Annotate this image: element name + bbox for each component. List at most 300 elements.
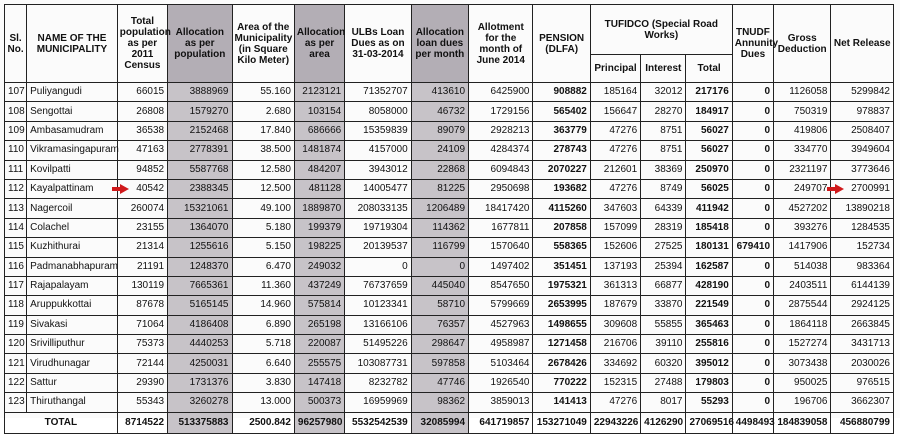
cell-allocation-area: 249032	[294, 257, 344, 276]
cell-ulb-loan: 0	[345, 257, 411, 276]
cell-name: Ambasamudram	[27, 121, 118, 140]
table-row	[5, 257, 894, 276]
cell-tufidco-total: 365463	[686, 315, 732, 334]
cell-net-release: 13890218	[831, 199, 894, 218]
cell-principal: 216706	[590, 335, 640, 354]
cell-allocation-population: 3260278	[168, 393, 232, 412]
cell-net-release: 2924125	[831, 296, 894, 315]
cell-net-release: 983364	[831, 257, 894, 276]
cell-population: 72144	[117, 354, 167, 373]
cell-gross-deduction: 196706	[774, 393, 831, 412]
cell-gross-deduction: 393276	[774, 218, 831, 237]
cell-area: 11.360	[232, 276, 294, 295]
cell-allocation-loan: 114362	[411, 218, 468, 237]
cell-tufidco-total: 56027	[686, 141, 732, 160]
header-sl-no: Sl. No.	[5, 5, 27, 83]
cell-tnudf: 0	[732, 393, 773, 412]
cell-gross-deduction: 1126058	[774, 83, 831, 102]
cell-allocation-population: 7665361	[168, 276, 232, 295]
cell-pension: 1975321	[533, 276, 590, 295]
cell-allocation-population: 2778391	[168, 141, 232, 160]
arrow-right-icon	[112, 184, 129, 194]
cell-ulb-loan: 76737659	[345, 276, 411, 295]
cell-pension: 565402	[533, 102, 590, 121]
cell-interest: 55855	[641, 315, 686, 334]
cell-tufidco-total: 255816	[686, 335, 732, 354]
cell-allocation-loan: 445040	[411, 276, 468, 295]
cell-area: 13.000	[232, 393, 294, 412]
cell-population: 66015	[117, 83, 167, 102]
cell-allotment: 5799669	[469, 296, 533, 315]
total-allocation-loan: 32085994	[411, 412, 468, 433]
cell-tufidco-total: 411942	[686, 199, 732, 218]
cell-name: Sengottai	[27, 102, 118, 121]
cell-sl-no: 123	[5, 393, 27, 412]
header-ulb-loan: ULBs Loan Dues as on 31-03-2014	[345, 5, 411, 83]
header-net-release: Net Release	[831, 5, 894, 83]
cell-population: 21314	[117, 238, 167, 257]
cell-net-release: 978837	[831, 102, 894, 121]
cell-allotment: 5103464	[469, 354, 533, 373]
cell-area: 5.718	[232, 335, 294, 354]
cell-value: 40542	[136, 183, 165, 195]
cell-name: Puliyangudi	[27, 83, 118, 102]
cell-tnudf: 0	[732, 141, 773, 160]
cell-sl-no: 118	[5, 296, 27, 315]
cell-interest: 8751	[641, 121, 686, 140]
cell-area: 49.100	[232, 199, 294, 218]
cell-name: Kayalpattinam	[27, 179, 118, 198]
cell-interest: 39110	[641, 335, 686, 354]
cell-population: 94852	[117, 160, 167, 179]
total-area: 2500.842	[232, 412, 294, 433]
arrow-right-icon	[827, 184, 844, 194]
cell-sl-no: 116	[5, 257, 27, 276]
cell-pension: 1271458	[533, 335, 590, 354]
cell-allocation-population: 1579270	[168, 102, 232, 121]
cell-principal: 334692	[590, 354, 640, 373]
cell-allocation-population: 2388345	[168, 179, 232, 198]
cell-ulb-loan: 8058000	[345, 102, 411, 121]
cell-population: 29390	[117, 373, 167, 392]
cell-allocation-area: 686666	[294, 121, 344, 140]
cell-ulb-loan: 15359839	[345, 121, 411, 140]
cell-area: 5.180	[232, 218, 294, 237]
cell-area: 55.160	[232, 83, 294, 102]
cell-principal: 137193	[590, 257, 640, 276]
cell-principal: 152606	[590, 238, 640, 257]
cell-allotment: 4958987	[469, 335, 533, 354]
cell-tnudf: 0	[732, 296, 773, 315]
cell-name: Sivakasi	[27, 315, 118, 334]
cell-interest: 8751	[641, 141, 686, 160]
cell-principal: 157099	[590, 218, 640, 237]
total-gross-deduction: 184839058	[774, 412, 831, 433]
cell-pension: 351451	[533, 257, 590, 276]
total-label: TOTAL	[5, 412, 118, 433]
header-area: Area of the Municipality (in Square Kilo Meter)	[232, 5, 294, 83]
table-row	[5, 393, 894, 412]
cell-population: 260074	[117, 199, 167, 218]
header-interest: Interest	[641, 55, 686, 83]
cell-gross-deduction: 249707	[774, 179, 831, 198]
cell-tnudf: 0	[732, 276, 773, 295]
total-allocation-area: 96257980	[294, 412, 344, 433]
cell-allocation-loan: 0	[411, 257, 468, 276]
cell-allotment: 18417420	[469, 199, 533, 218]
cell-name: Srivilliputhur	[27, 335, 118, 354]
cell-population: 21191	[117, 257, 167, 276]
cell-tnudf: 0	[732, 199, 773, 218]
table-row	[5, 315, 894, 334]
cell-tufidco-total: 180131	[686, 238, 732, 257]
cell-allocation-loan: 81225	[411, 179, 468, 198]
cell-allotment: 2950698	[469, 179, 533, 198]
cell-name: Thiruthangal	[27, 393, 118, 412]
cell-pension: 2678426	[533, 354, 590, 373]
cell-sl-no: 120	[5, 335, 27, 354]
cell-net-release: 152734	[831, 238, 894, 257]
cell-population: 130119	[117, 276, 167, 295]
cell-allotment: 6094843	[469, 160, 533, 179]
cell-sl-no: 107	[5, 83, 27, 102]
cell-allocation-area: 265198	[294, 315, 344, 334]
table-body	[5, 83, 894, 413]
cell-net-release	[831, 179, 894, 198]
cell-population: 75373	[117, 335, 167, 354]
cell-allocation-loan: 76357	[411, 315, 468, 334]
table-row	[5, 354, 894, 373]
header-allocation-area: Allocation as per area	[294, 5, 344, 83]
total-pension: 153271049	[533, 412, 590, 433]
cell-ulb-loan: 3943012	[345, 160, 411, 179]
total-tufidco-total: 27069516	[686, 412, 732, 433]
cell-interest: 38369	[641, 160, 686, 179]
cell-allocation-loan: 298647	[411, 335, 468, 354]
cell-allocation-loan: 98362	[411, 393, 468, 412]
cell-allocation-area: 2123121	[294, 83, 344, 102]
cell-sl-no: 110	[5, 141, 27, 160]
cell-area: 2.680	[232, 102, 294, 121]
table-row	[5, 160, 894, 179]
header-name: NAME OF THE MUNICIPALITY	[27, 5, 118, 83]
cell-tnudf: 0	[732, 335, 773, 354]
cell-area: 5.150	[232, 238, 294, 257]
cell-ulb-loan: 208033135	[345, 199, 411, 218]
cell-ulb-loan: 19719304	[345, 218, 411, 237]
cell-value: 2700991	[851, 183, 890, 195]
cell-allocation-population: 15321061	[168, 199, 232, 218]
cell-population: 71064	[117, 315, 167, 334]
cell-area: 12.580	[232, 160, 294, 179]
cell-principal: 47276	[590, 141, 640, 160]
cell-tufidco-total: 395012	[686, 354, 732, 373]
cell-principal: 152315	[590, 373, 640, 392]
total-row	[5, 412, 894, 433]
cell-allocation-population: 1364070	[168, 218, 232, 237]
cell-allotment: 3859013	[469, 393, 533, 412]
header-total: Total	[686, 55, 732, 83]
header-principal: Principal	[590, 55, 640, 83]
cell-net-release: 3773646	[831, 160, 894, 179]
cell-name: Rajapalayam	[27, 276, 118, 295]
cell-name: Virudhunagar	[27, 354, 118, 373]
cell-tufidco-total: 184917	[686, 102, 732, 121]
header-allocation-loan: Allocation loan dues per month	[411, 5, 468, 83]
cell-net-release: 3949604	[831, 141, 894, 160]
cell-principal: 156647	[590, 102, 640, 121]
cell-interest: 32012	[641, 83, 686, 102]
cell-gross-deduction: 1864118	[774, 315, 831, 334]
cell-name: Aruppukkottai	[27, 296, 118, 315]
cell-gross-deduction: 1527274	[774, 335, 831, 354]
cell-allocation-loan: 597858	[411, 354, 468, 373]
total-net-release: 456880799	[831, 412, 894, 433]
cell-sl-no: 114	[5, 218, 27, 237]
cell-interest: 33870	[641, 296, 686, 315]
cell-sl-no: 117	[5, 276, 27, 295]
cell-allotment: 6425900	[469, 83, 533, 102]
cell-allocation-area: 255575	[294, 354, 344, 373]
cell-pension: 558365	[533, 238, 590, 257]
table-row	[5, 141, 894, 160]
cell-allocation-area: 103154	[294, 102, 344, 121]
cell-allotment: 1570640	[469, 238, 533, 257]
cell-pension: 4115260	[533, 199, 590, 218]
cell-gross-deduction: 2321197	[774, 160, 831, 179]
cell-tufidco-total: 185418	[686, 218, 732, 237]
cell-ulb-loan: 4157000	[345, 141, 411, 160]
cell-gross-deduction: 2875544	[774, 296, 831, 315]
cell-pension: 207858	[533, 218, 590, 237]
cell-interest: 66877	[641, 276, 686, 295]
cell-ulb-loan: 51495226	[345, 335, 411, 354]
cell-sl-no: 108	[5, 102, 27, 121]
cell-area: 17.840	[232, 121, 294, 140]
table-row	[5, 83, 894, 102]
cell-area: 12.500	[232, 179, 294, 198]
total-population: 8714522	[117, 412, 167, 433]
cell-sl-no: 113	[5, 199, 27, 218]
total-tnudf: 4498493	[732, 412, 773, 433]
total-ulb-loan: 5532542539	[345, 412, 411, 433]
table-row	[5, 238, 894, 257]
cell-gross-deduction: 419806	[774, 121, 831, 140]
cell-population: 87678	[117, 296, 167, 315]
cell-principal: 309608	[590, 315, 640, 334]
cell-ulb-loan: 10123341	[345, 296, 411, 315]
cell-principal: 185164	[590, 83, 640, 102]
cell-name: Colachel	[27, 218, 118, 237]
cell-principal: 47276	[590, 179, 640, 198]
cell-pension: 193682	[533, 179, 590, 198]
cell-gross-deduction: 334770	[774, 141, 831, 160]
table-row	[5, 373, 894, 392]
cell-allocation-population: 5165145	[168, 296, 232, 315]
cell-tnudf: 0	[732, 83, 773, 102]
cell-ulb-loan: 16959969	[345, 393, 411, 412]
cell-allocation-area: 481128	[294, 179, 344, 198]
total-principal: 22943226	[590, 412, 640, 433]
cell-population: 47163	[117, 141, 167, 160]
cell-pension: 141413	[533, 393, 590, 412]
header-tufidco: TUFIDCO (Special Road Works)	[590, 5, 732, 55]
cell-allocation-population: 4250031	[168, 354, 232, 373]
cell-interest: 27525	[641, 238, 686, 257]
cell-sl-no: 119	[5, 315, 27, 334]
cell-gross-deduction: 950025	[774, 373, 831, 392]
cell-net-release: 6144139	[831, 276, 894, 295]
table-row	[5, 199, 894, 218]
cell-principal: 47276	[590, 121, 640, 140]
cell-allocation-population: 1255616	[168, 238, 232, 257]
cell-tnudf: 0	[732, 257, 773, 276]
cell-pension: 278743	[533, 141, 590, 160]
cell-population: 23155	[117, 218, 167, 237]
cell-gross-deduction: 514038	[774, 257, 831, 276]
cell-gross-deduction: 4527202	[774, 199, 831, 218]
cell-allotment: 4527963	[469, 315, 533, 334]
cell-pension: 908882	[533, 83, 590, 102]
total-interest: 4126290	[641, 412, 686, 433]
cell-tufidco-total: 250970	[686, 160, 732, 179]
cell-gross-deduction: 3073438	[774, 354, 831, 373]
cell-allotment: 1677811	[469, 218, 533, 237]
cell-allocation-area: 199379	[294, 218, 344, 237]
cell-gross-deduction: 750319	[774, 102, 831, 121]
cell-net-release: 5299842	[831, 83, 894, 102]
cell-interest: 8749	[641, 179, 686, 198]
cell-interest: 28319	[641, 218, 686, 237]
cell-gross-deduction: 1417906	[774, 238, 831, 257]
cell-net-release: 2030026	[831, 354, 894, 373]
cell-allotment: 4284374	[469, 141, 533, 160]
cell-tufidco-total: 162587	[686, 257, 732, 276]
cell-ulb-loan: 8232782	[345, 373, 411, 392]
cell-allocation-area: 147418	[294, 373, 344, 392]
cell-allocation-loan: 1206489	[411, 199, 468, 218]
table-row	[5, 335, 894, 354]
cell-principal: 347603	[590, 199, 640, 218]
total-allotment: 641719857	[469, 412, 533, 433]
header-tnudf: TNUDF Annunity Dues	[732, 5, 773, 83]
cell-area: 3.830	[232, 373, 294, 392]
cell-name: Padmanabhapuram	[27, 257, 118, 276]
cell-allocation-population: 5587768	[168, 160, 232, 179]
cell-population: 55343	[117, 393, 167, 412]
cell-allocation-population: 4440253	[168, 335, 232, 354]
cell-area: 14.960	[232, 296, 294, 315]
cell-interest: 8017	[641, 393, 686, 412]
cell-ulb-loan: 20139537	[345, 238, 411, 257]
cell-allotment: 1926540	[469, 373, 533, 392]
cell-sl-no: 121	[5, 354, 27, 373]
cell-name: Sattur	[27, 373, 118, 392]
cell-principal: 47276	[590, 393, 640, 412]
cell-pension: 2653995	[533, 296, 590, 315]
cell-interest: 27488	[641, 373, 686, 392]
cell-tufidco-total: 428190	[686, 276, 732, 295]
cell-allocation-area: 1889870	[294, 199, 344, 218]
cell-interest: 25394	[641, 257, 686, 276]
cell-pension: 363779	[533, 121, 590, 140]
cell-name: Nagercoil	[27, 199, 118, 218]
cell-net-release: 3662307	[831, 393, 894, 412]
cell-allocation-loan: 116799	[411, 238, 468, 257]
cell-allocation-loan: 89079	[411, 121, 468, 140]
cell-allotment: 8547650	[469, 276, 533, 295]
cell-principal: 212601	[590, 160, 640, 179]
cell-allocation-area: 1481874	[294, 141, 344, 160]
cell-net-release: 976515	[831, 373, 894, 392]
cell-net-release: 3431713	[831, 335, 894, 354]
table-row	[5, 102, 894, 121]
cell-pension: 770222	[533, 373, 590, 392]
cell-ulb-loan: 71352707	[345, 83, 411, 102]
cell-allocation-area: 220087	[294, 335, 344, 354]
cell-allocation-loan: 47746	[411, 373, 468, 392]
cell-tufidco-total: 217176	[686, 83, 732, 102]
table-row	[5, 296, 894, 315]
cell-tufidco-total: 221549	[686, 296, 732, 315]
cell-name: Vikramasingapuram	[27, 141, 118, 160]
cell-allocation-population: 3888969	[168, 83, 232, 102]
cell-area: 38.500	[232, 141, 294, 160]
cell-net-release: 1284535	[831, 218, 894, 237]
cell-net-release: 2663845	[831, 315, 894, 334]
cell-tufidco-total: 55293	[686, 393, 732, 412]
cell-tnudf: 0	[732, 102, 773, 121]
cell-population	[117, 179, 167, 198]
cell-sl-no: 111	[5, 160, 27, 179]
header-gross-deduction: Gross Deduction	[774, 5, 831, 83]
cell-net-release: 2508407	[831, 121, 894, 140]
table-row	[5, 121, 894, 140]
cell-tufidco-total: 179803	[686, 373, 732, 392]
cell-tnudf: 0	[732, 354, 773, 373]
cell-tnudf: 0	[732, 315, 773, 334]
header-pension: PENSION (DLFA)	[533, 5, 590, 83]
cell-allotment: 1497402	[469, 257, 533, 276]
header-population: Total population as per 2011 Census	[117, 5, 167, 83]
cell-allocation-area: 575814	[294, 296, 344, 315]
cell-pension: 2070227	[533, 160, 590, 179]
cell-allocation-area: 437249	[294, 276, 344, 295]
cell-gross-deduction: 2403511	[774, 276, 831, 295]
cell-principal: 361313	[590, 276, 640, 295]
cell-allocation-loan: 46732	[411, 102, 468, 121]
cell-tnudf: 0	[732, 160, 773, 179]
cell-allocation-loan: 58710	[411, 296, 468, 315]
cell-allocation-loan: 24109	[411, 141, 468, 160]
cell-ulb-loan: 14005477	[345, 179, 411, 198]
cell-tnudf: 679410	[732, 238, 773, 257]
cell-allocation-population: 1731376	[168, 373, 232, 392]
cell-principal: 187679	[590, 296, 640, 315]
allocation-table	[4, 4, 894, 434]
cell-sl-no: 109	[5, 121, 27, 140]
table-row	[5, 179, 894, 198]
total-allocation-population: 513375883	[168, 412, 232, 433]
cell-interest: 64339	[641, 199, 686, 218]
cell-ulb-loan: 103087731	[345, 354, 411, 373]
cell-ulb-loan: 13166106	[345, 315, 411, 334]
cell-population: 26808	[117, 102, 167, 121]
cell-sl-no: 115	[5, 238, 27, 257]
cell-area: 6.890	[232, 315, 294, 334]
table-row	[5, 218, 894, 237]
cell-allocation-area: 484207	[294, 160, 344, 179]
